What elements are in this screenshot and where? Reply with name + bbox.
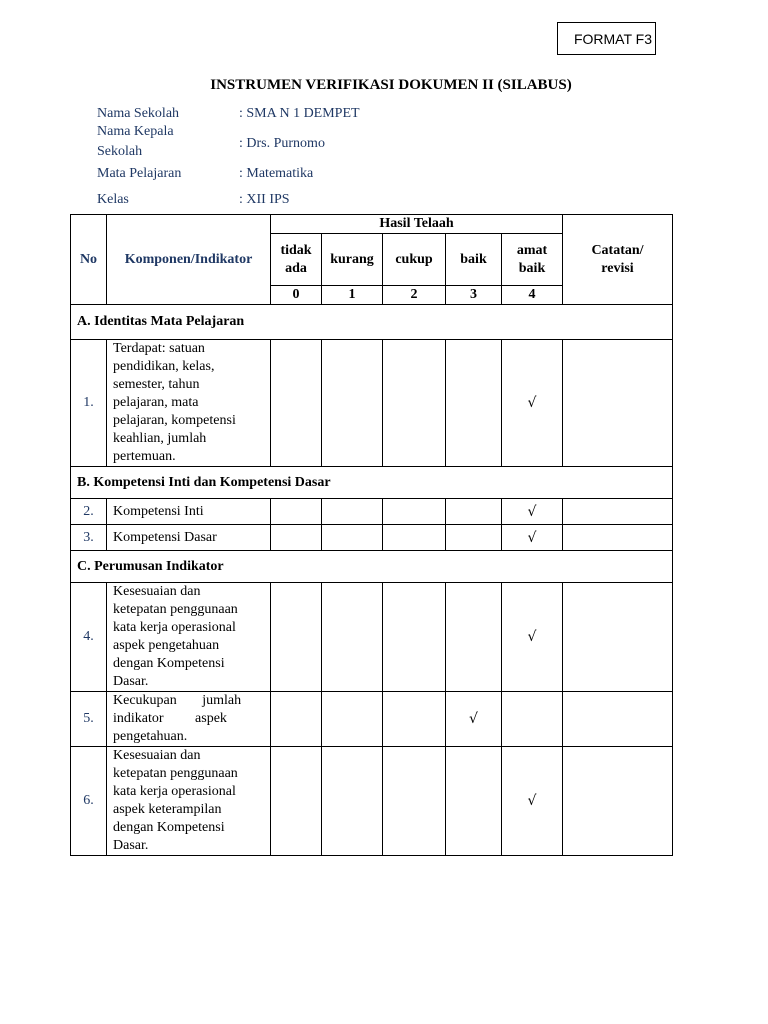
section-c-title: C. Perumusan Indikator bbox=[71, 551, 673, 583]
info-label-class: Kelas bbox=[97, 192, 129, 207]
header-amat-baik-line2: baik bbox=[518, 260, 546, 276]
cell-score-4 bbox=[502, 692, 563, 747]
row-number: 6. bbox=[71, 747, 107, 856]
row-number: 3. bbox=[71, 525, 107, 551]
cell-score-1 bbox=[322, 747, 383, 856]
indicator-line: aspek keterampilan bbox=[113, 802, 222, 817]
cell-catatan bbox=[563, 499, 673, 525]
row-indicator: Kompetensi Inti bbox=[107, 499, 271, 525]
check-mark: √ bbox=[502, 525, 563, 551]
cell-score-0 bbox=[271, 583, 322, 692]
header-catatan-line1: Catatan/ bbox=[591, 242, 644, 258]
cell-score-0 bbox=[271, 340, 322, 467]
indicator-line: Terdapat: satuan bbox=[113, 341, 205, 356]
header-amat-baik bbox=[502, 234, 563, 286]
cell-score-0 bbox=[271, 692, 322, 747]
indicator-line: kata kerja operasional bbox=[113, 620, 236, 635]
cell-catatan bbox=[563, 583, 673, 692]
cell-score-3 bbox=[446, 525, 502, 551]
row-number: 4. bbox=[71, 583, 107, 692]
indicator-line: Dasar. bbox=[113, 674, 149, 689]
indicator-line: Dasar. bbox=[113, 838, 149, 853]
cell-score-1 bbox=[322, 499, 383, 525]
header-no: No bbox=[71, 215, 107, 305]
score-2: 2 bbox=[383, 286, 446, 305]
info-label-school: Nama Sekolah bbox=[97, 106, 180, 121]
info-label-principal-line1: Nama Kepala bbox=[97, 124, 174, 139]
row-indicator: Kompetensi Dasar bbox=[107, 525, 271, 551]
check-mark: √ bbox=[502, 747, 563, 856]
cell-score-1 bbox=[322, 340, 383, 467]
section-a-title: A. Identitas Mata Pelajaran bbox=[71, 305, 673, 340]
section-b-title: B. Kompetensi Inti dan Kompetensi Dasar bbox=[71, 467, 673, 499]
header-catatan-line2: revisi bbox=[601, 260, 634, 276]
score-3: 3 bbox=[446, 286, 502, 305]
check-mark: √ bbox=[446, 692, 502, 747]
header-cukup: cukup bbox=[383, 234, 446, 286]
info-label-subject: Mata Pelajaran bbox=[97, 166, 182, 181]
indicator-line: semester, tahun bbox=[113, 377, 200, 392]
header-tidak-ada-line1: tidak bbox=[280, 242, 312, 258]
check-mark: √ bbox=[502, 340, 563, 467]
cell-catatan bbox=[563, 692, 673, 747]
cell-catatan bbox=[563, 747, 673, 856]
cell-score-2 bbox=[383, 583, 446, 692]
header-tidak-ada-line2: ada bbox=[285, 260, 307, 276]
cell-score-3 bbox=[446, 499, 502, 525]
cell-score-2 bbox=[383, 525, 446, 551]
cell-catatan bbox=[563, 525, 673, 551]
indicator-line: keahlian, jumlah bbox=[113, 431, 207, 446]
check-mark: √ bbox=[502, 499, 563, 525]
header-baik: baik bbox=[446, 234, 502, 286]
row-indicator bbox=[107, 747, 271, 856]
cell-score-0 bbox=[271, 499, 322, 525]
indicator-line: pertemuan. bbox=[113, 449, 176, 464]
verification-table bbox=[70, 214, 673, 856]
check-mark: √ bbox=[502, 583, 563, 692]
row-indicator bbox=[107, 692, 271, 747]
cell-score-0 bbox=[271, 747, 322, 856]
header-komponen: Komponen/Indikator bbox=[107, 215, 271, 305]
info-value-school: : SMA N 1 DEMPET bbox=[239, 106, 360, 121]
indicator-line: dengan Kompetensi bbox=[113, 820, 225, 835]
indicator-line: aspek pengetahuan bbox=[113, 638, 220, 653]
indicator-line: Kesesuaian dan bbox=[113, 748, 201, 763]
indicator-line: ketepatan penggunaan bbox=[113, 766, 238, 781]
cell-score-3 bbox=[446, 340, 502, 467]
cell-score-0 bbox=[271, 525, 322, 551]
row-number: 5. bbox=[71, 692, 107, 747]
format-label-box bbox=[557, 22, 656, 55]
header-kurang: kurang bbox=[322, 234, 383, 286]
score-1: 1 bbox=[322, 286, 383, 305]
indicator-line: pelajaran, mata bbox=[113, 395, 199, 410]
cell-score-2 bbox=[383, 340, 446, 467]
info-label-principal-line2: Sekolah bbox=[97, 144, 143, 159]
indicator-line: ketepatan penggunaan bbox=[113, 602, 238, 617]
format-label: FORMAT F3 bbox=[573, 30, 652, 47]
indicator-line: Kecukupan jumlah bbox=[113, 693, 242, 708]
row-indicator bbox=[107, 583, 271, 692]
indicator-line: indikator aspek bbox=[113, 711, 227, 726]
row-indicator bbox=[107, 340, 271, 467]
info-value-class: : XII IPS bbox=[239, 192, 290, 207]
score-0: 0 bbox=[271, 286, 322, 305]
header-amat-baik-line1: amat bbox=[516, 242, 548, 258]
indicator-line: kata kerja operasional bbox=[113, 784, 236, 799]
cell-score-2 bbox=[383, 499, 446, 525]
indicator-line: pendidikan, kelas, bbox=[113, 359, 215, 374]
indicator-line: pengetahuan. bbox=[113, 729, 188, 744]
header-catatan bbox=[563, 215, 673, 305]
info-value-principal: : Drs. Purnomo bbox=[239, 136, 325, 151]
info-value-subject: : Matematika bbox=[239, 166, 314, 181]
cell-score-1 bbox=[322, 525, 383, 551]
cell-score-1 bbox=[322, 583, 383, 692]
indicator-line: Kesesuaian dan bbox=[113, 584, 201, 599]
row-number: 1. bbox=[71, 340, 107, 467]
header-tidak-ada bbox=[271, 234, 322, 286]
cell-score-3 bbox=[446, 583, 502, 692]
cell-score-2 bbox=[383, 692, 446, 747]
cell-score-3 bbox=[446, 747, 502, 856]
score-4: 4 bbox=[502, 286, 563, 305]
indicator-line: dengan Kompetensi bbox=[113, 656, 225, 671]
cell-catatan bbox=[563, 340, 673, 467]
row-number: 2. bbox=[71, 499, 107, 525]
cell-score-1 bbox=[322, 692, 383, 747]
header-hasil-telaah: Hasil Telaah bbox=[271, 215, 563, 234]
cell-score-2 bbox=[383, 747, 446, 856]
indicator-line: pelajaran, kompetensi bbox=[113, 413, 236, 428]
document-title: INSTRUMEN VERIFIKASI DOKUMEN II (SILABUS) bbox=[210, 77, 572, 93]
